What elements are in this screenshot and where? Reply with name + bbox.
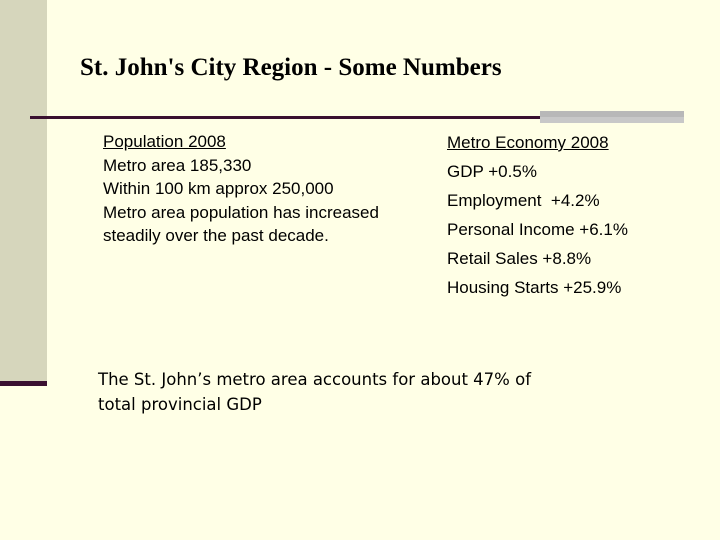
population-trend: Metro area population has increased steadily over the past decade.	[103, 202, 379, 245]
title-divider-accent-lower	[540, 117, 684, 123]
population-within-100km: Within 100 km approx 250,000	[103, 179, 334, 198]
economy-retail-sales: Retail Sales +8.8%	[447, 249, 592, 268]
economy-heading: Metro Economy 2008	[447, 133, 609, 152]
population-heading: Population 2008	[103, 132, 226, 151]
title-divider	[30, 116, 540, 119]
economy-employment: Employment +4.2%	[447, 191, 600, 210]
gdp-footnote: The St. John’s metro area accounts for about 47% of total provincial GDP	[98, 370, 532, 414]
economy-housing-starts: Housing Starts +25.9%	[447, 278, 622, 297]
slide-title: St. John's City Region - Some Numbers	[80, 54, 502, 81]
economy-gdp: GDP +0.5%	[447, 162, 537, 181]
left-decorative-band	[0, 0, 47, 384]
population-metro: Metro area 185,330	[103, 155, 252, 175]
population-column	[103, 130, 403, 248]
left-band-rule	[0, 381, 47, 386]
economy-column	[447, 128, 707, 302]
economy-personal-income: Personal Income +6.1%	[447, 220, 628, 239]
